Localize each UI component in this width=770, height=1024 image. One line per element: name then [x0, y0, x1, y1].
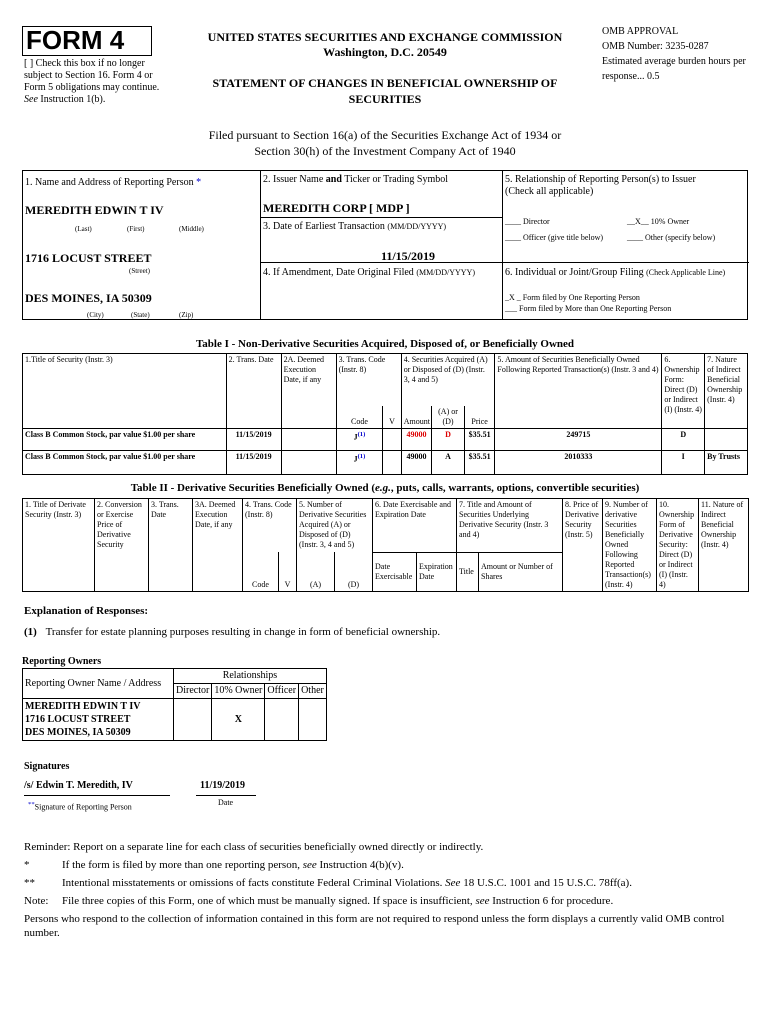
star-note-text: If the form is filed by more than one reporting person, see Instruction 4(b)(v).	[62, 859, 404, 871]
middle-label: (Middle)	[179, 225, 204, 233]
form-title: FORM 4	[26, 25, 125, 55]
one-person-option: _X _ Form filed by One Reporting Person	[505, 293, 640, 302]
t2-h3: 3. Trans. Date	[149, 499, 193, 592]
check-box-notice[interactable]	[24, 58, 174, 106]
date-rule	[196, 795, 256, 796]
t1-h1: 1.Title of Security (Instr. 3)	[23, 354, 227, 429]
t1-r0-price: $35.51	[464, 428, 495, 450]
earliest-transaction-date: 11/15/2019	[381, 249, 436, 263]
footnote-1-num: (1)	[24, 626, 37, 638]
table1-title: Table I - Non-Derivative Securities Acquired, Disposed of, or Beneficially Owned	[195, 338, 575, 350]
t1-r1-form: I	[662, 450, 705, 474]
table2	[22, 498, 749, 592]
box6-label: 6. Individual or Joint/Group Filing (Check Applicable Line)	[505, 267, 726, 278]
t1-r1-code: J	[353, 454, 358, 464]
footnote-1-text: Transfer for estate planning purposes resulting in change in form of beneficial ownership.	[45, 626, 441, 638]
t1-h7: 7. Nature of Indirect Beneficial Ownership (Instr. 4)	[705, 354, 748, 429]
star-note: *	[24, 859, 30, 871]
owners-col-director: Director	[174, 684, 212, 699]
t1-sub-v: V	[383, 406, 401, 429]
reporting-person-name: MEREDITH EDWIN T IV	[25, 203, 164, 217]
t1-r0-code: J	[353, 432, 358, 442]
signer-name: /s/ Edwin T. Meredith, IV	[24, 780, 133, 791]
explanation-title: Explanation of Responses:	[24, 605, 149, 617]
zip-label: (Zip)	[179, 311, 194, 319]
t1-r1-aord: A	[432, 450, 465, 474]
t1-h5: 5. Amount of Securities Beneficially Owned Following Reported Transaction(s) (Instr. 3 and 4)	[495, 354, 662, 429]
t2-h10: 10. Ownership Form of Derivative Security: Direct (D) or Indirect (I) (Instr. 4)	[657, 499, 699, 592]
issuer-name: MEREDITH CORP [ MDP ]	[263, 201, 410, 215]
signature-label: **Signature of Reporting Person	[28, 801, 132, 812]
t2-sub-code: Code	[243, 552, 279, 591]
street-label: (Street)	[129, 267, 150, 275]
t1-h4: 4. Securities Acquired (A) or Disposed of (D) (Instr. 3, 4 and 5)	[401, 354, 495, 406]
dstar-note: **	[24, 877, 35, 889]
t1-r0-date: 11/15/2019	[226, 428, 281, 450]
t2-sub-d: (D)	[335, 552, 373, 591]
t1-sub-price: Price	[464, 406, 495, 429]
table2-title: Table II - Derivative Securities Beneficially Owned (e.g., puts, calls, warrants, options, convertible securities)	[130, 482, 640, 494]
t1-r0-aord: D	[432, 428, 465, 450]
t1-sub-amount: Amount	[401, 406, 432, 429]
table-row	[23, 699, 327, 741]
t2-h1: 1. Title of Derivate Security (Instr. 3)	[23, 499, 95, 592]
box1-label: 1. Name and Address of Reporting Person *	[25, 177, 202, 188]
table-row	[23, 428, 748, 450]
t2-sub-date-ex: Date Exercisable	[373, 552, 417, 591]
ten-percent-option: __X__ 10% Owner	[627, 217, 690, 226]
t1-r1-price: $35.51	[464, 450, 495, 474]
city-label: (City)	[87, 311, 104, 319]
t1-r0-owned: 249715	[495, 428, 662, 450]
signature-footnote-link[interactable]: **	[28, 801, 35, 808]
note-label: Note:	[24, 895, 49, 907]
t1-h2a: 2A. Deemed Execution Date, if any	[281, 354, 336, 429]
agency-location: Washington, D.C. 20549	[323, 45, 447, 59]
dstar-note-text: Intentional misstatements or omissions of facts constitute Federal Criminal Violations. See 18 U.S.C. 1001 and 15 U.S.C. 78ff(a).	[62, 877, 632, 889]
t1-r1-nature: By Trusts	[705, 450, 748, 474]
t1-sub-aord: (A) or (D)	[432, 406, 465, 429]
omb-box	[602, 24, 752, 84]
t1-h3: 3. Trans. Code (Instr. 8)	[336, 354, 401, 406]
omb-approval: OMB APPROVAL	[602, 26, 679, 37]
t2-sub-exp: Expiration Date	[417, 552, 457, 591]
owners-col-officer: Officer	[265, 684, 299, 699]
t1-r0-nature	[705, 428, 748, 450]
t1-sub-code: Code	[336, 406, 383, 429]
reporting-owners-title: Reporting Owners	[22, 656, 102, 667]
director-option: ____ Director	[505, 217, 550, 226]
persons-text: Persons who respond to the collection of information contained in this form are not required to respond unless the form displays a currently valid OMB control number.	[24, 913, 725, 939]
state-label: (State)	[131, 311, 150, 319]
filed-pursuant-1: Filed pursuant to Section 16(a) of the Securities Exchange Act of 1934 or	[208, 128, 562, 142]
t2-h5: 5. Number of Derivative Securities Acquired (A) or Disposed of (D) (Instr. 3, 4 and 5)	[297, 499, 373, 553]
note-text: File three copies of this Form, one of which must be manually signed. If space is insufficient, see Instruction 6 for procedure.	[62, 895, 614, 907]
officer-option: ____ Officer (give title below)	[505, 233, 604, 242]
owners-col-ten: 10% Owner	[212, 684, 265, 699]
statement-title: STATEMENT OF CHANGES IN BENEFICIAL OWNERSHIP OF SECURITIES	[212, 76, 558, 106]
t1-h6: 6. Ownership Form: Direct (D) or Indirect (I) (Instr. 4)	[662, 354, 705, 429]
t1-r0-amount: 49000	[401, 428, 432, 450]
street-address: 1716 LOCUST STREET	[25, 251, 152, 265]
t2-sub-v: V	[279, 552, 297, 591]
first-label: (First)	[127, 225, 145, 233]
t1-r1-title: Class B Common Stock, par value $1.00 per share	[23, 450, 227, 474]
box1-footnote-link[interactable]: *	[196, 177, 202, 188]
footnote-1	[24, 626, 440, 639]
t2-h9: 9. Number of derivative Securities Beneficially Owned Following Reported Transaction(s) (Instr. 4)	[603, 499, 657, 592]
t2-h6: 6. Date Exercisable and Expiration Date	[373, 499, 457, 553]
reporting-owners-table	[22, 668, 327, 741]
t1-r0-code-cell	[336, 428, 383, 450]
box4-label: 4. If Amendment, Date Original Filed (MM/DD/YYYY)	[263, 267, 475, 278]
table1	[22, 353, 748, 475]
t2-h7: 7. Title and Amount of Securities Underlying Derivative Security (Instr. 3 and 4)	[457, 499, 563, 553]
t1-r0-form: D	[662, 428, 705, 450]
t2-sub-amount: Amount or Number of Shares	[479, 552, 563, 591]
t1-h2: 2. Trans. Date	[226, 354, 281, 429]
signature-rule	[24, 795, 170, 796]
filed-pursuant-2: Section 30(h) of the Investment Company Act of 1940	[254, 144, 516, 158]
owners-col-name: Reporting Owner Name / Address	[23, 669, 174, 699]
t1-r1-owned: 2010333	[495, 450, 662, 474]
t2-h8: 8. Price of Derivative Security (Instr. 5)	[563, 499, 603, 592]
owners-relationships: Relationships	[174, 669, 327, 684]
t1-r0-footnote-link[interactable]: (1)	[357, 430, 366, 438]
table-row	[23, 450, 748, 474]
owner-name-cell: MEREDITH EDWIN T IV 1716 LOCUST STREET DES MOINES, IA 50309	[23, 699, 174, 741]
t1-r1-date: 11/15/2019	[226, 450, 281, 474]
top-boxes	[22, 170, 748, 320]
more-person-option: ___ Form filed by More than One Reporting Person	[505, 304, 672, 313]
t2-sub-title: Title	[457, 552, 479, 591]
omb-number: OMB Number: 3235-0287	[602, 41, 709, 52]
box3-label: 3. Date of Earliest Transaction (MM/DD/YYYY)	[263, 221, 447, 232]
check-box-text: [ ] Check this box if no longer subject to Section 16. Form 4 or Form 5 obligations may continue.	[24, 58, 160, 93]
city-state-zip: DES MOINES, IA 50309	[25, 291, 152, 305]
t2-h11: 11. Nature of Indirect Beneficial Ownership (Instr. 4)	[699, 499, 749, 592]
last-label: (Last)	[75, 225, 92, 233]
signatures-title: Signatures	[24, 761, 70, 772]
check-box-instr: Instruction 1(b).	[40, 94, 106, 105]
reminder-text: Reminder: Report on a separate line for each class of securities beneficially owned directly or indirectly.	[24, 841, 484, 853]
t2-h2: 2. Conversion or Exercise Price of Derivative Security	[95, 499, 149, 592]
box2-label: 2. Issuer Name and Ticker or Trading Symbol	[263, 174, 449, 185]
date-label: Date	[218, 798, 234, 807]
agency-name: UNITED STATES SECURITIES AND EXCHANGE COMMISSION	[207, 30, 563, 44]
owner-ten-mark: X	[212, 699, 265, 741]
t1-r1-footnote-link[interactable]: (1)	[357, 452, 366, 460]
t1-r1-amount: 49000	[401, 450, 432, 474]
omb-burden: Estimated average burden hours per response... 0.5	[602, 56, 746, 82]
t2-sub-a: (A)	[297, 552, 335, 591]
box5-label: 5. Relationship of Reporting Person(s) to Issuer (Check all applicable)	[505, 174, 696, 197]
t1-r1-code-cell	[336, 450, 383, 474]
check-box-see: See	[24, 94, 38, 105]
t2-h3a: 3A. Deemed Execution Date, if any	[193, 499, 243, 592]
signature-date: 11/19/2019	[200, 780, 246, 791]
t2-h4: 4. Trans. Code (Instr. 8)	[243, 499, 297, 553]
other-option: ____ Other (specify below)	[627, 233, 716, 242]
owners-col-other: Other	[299, 684, 327, 699]
t1-r0-title: Class B Common Stock, par value $1.00 per share	[23, 428, 227, 450]
